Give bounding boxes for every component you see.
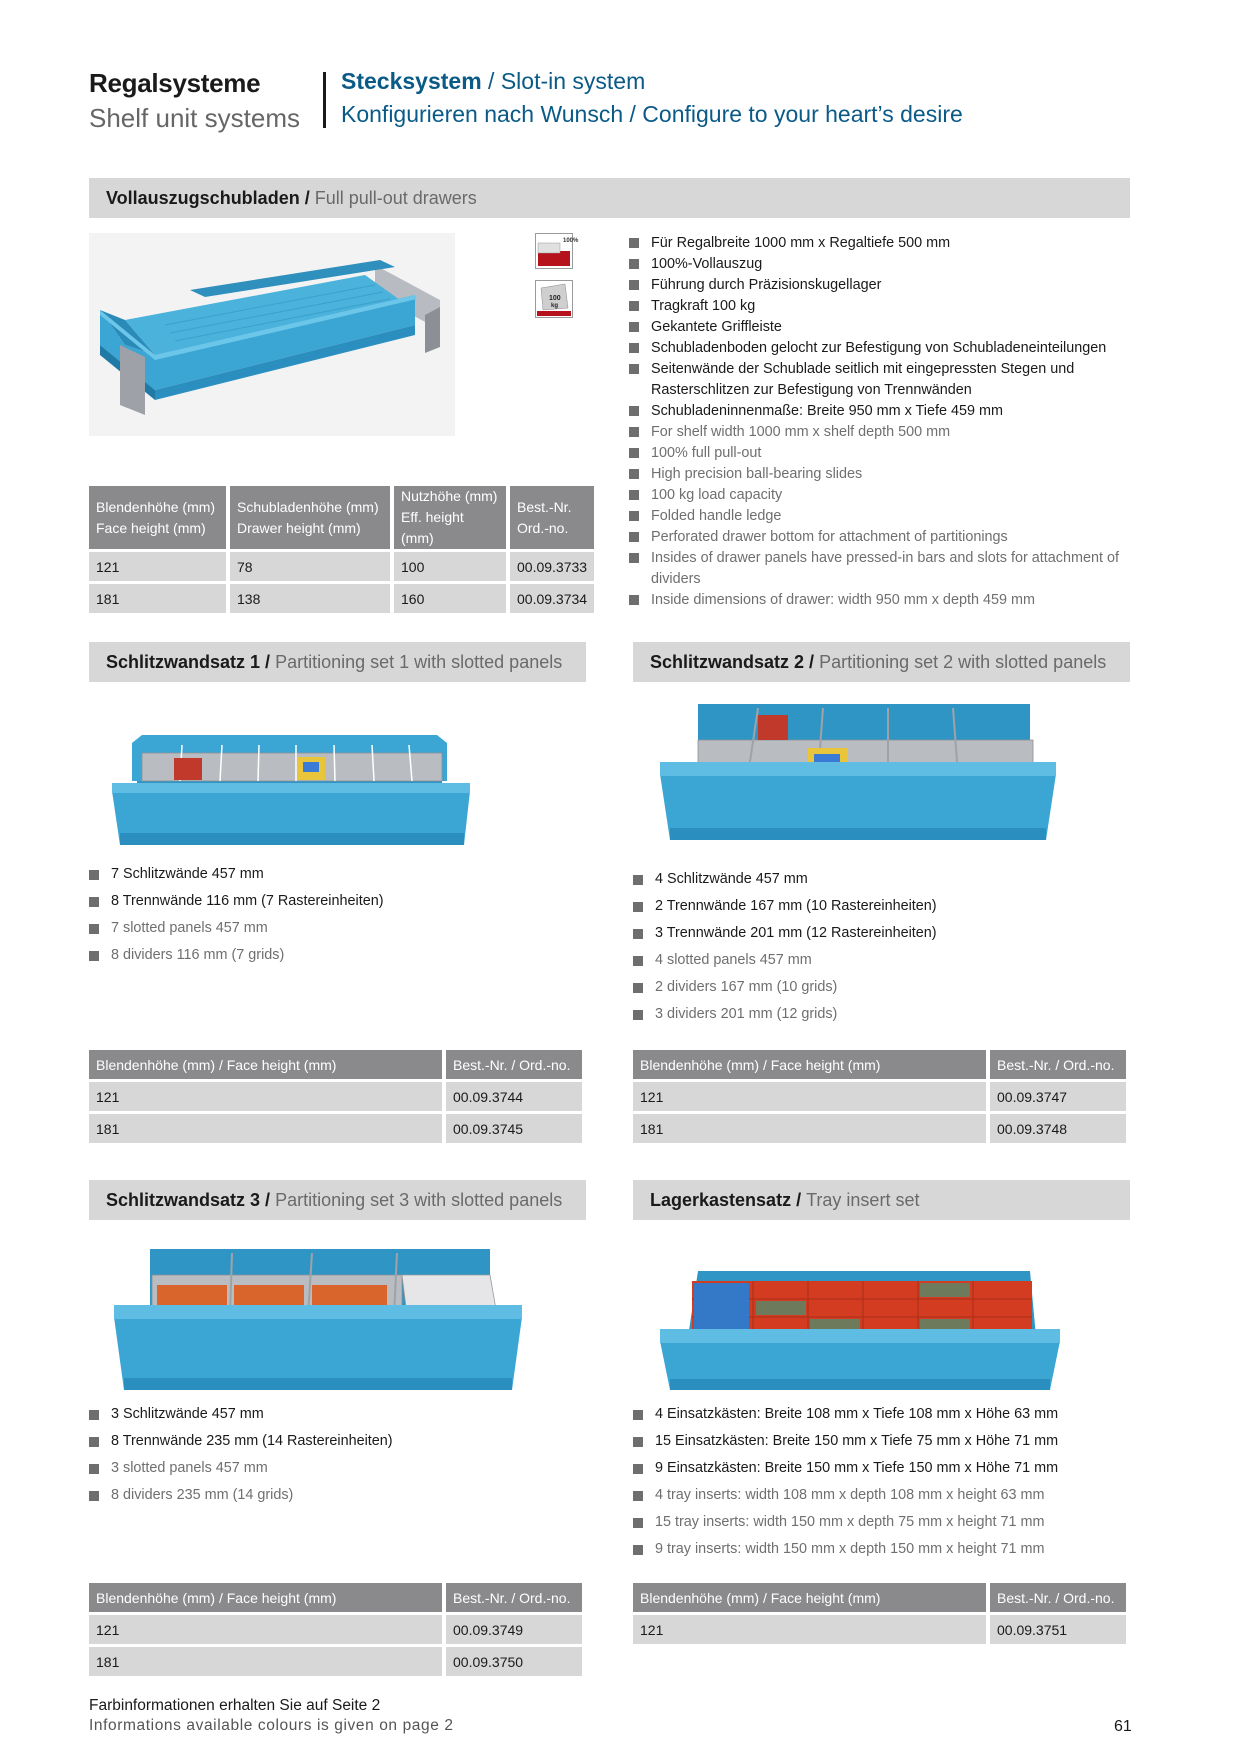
table-cell: 00.09.3734: [510, 584, 594, 613]
drawer-spec-table: [85, 483, 598, 616]
list-item: 9 Einsatzkästen: Breite 150 mm x Tiefe 150 mm x Höhe 71 mm: [633, 1455, 1138, 1482]
table-cell: 00.09.3733: [510, 552, 594, 581]
header-de: Best.-Nr.: [517, 498, 572, 515]
list-item: 7 Schlitzwände 457 mm: [89, 861, 586, 888]
list-item: 8 dividers 116 mm (7 grids): [89, 942, 586, 969]
list-item: 4 Schlitzwände 457 mm: [633, 866, 1130, 893]
table-header-row: [89, 1583, 582, 1612]
table-cell: 181: [89, 1647, 442, 1676]
page-footer: [89, 1697, 454, 1735]
section-title-sep: /: [260, 652, 276, 672]
header-en: Ord.-no.: [517, 519, 569, 536]
set1-drawer-image: [112, 733, 472, 845]
table-header-cell: Best.-Nr. / Ord.-no.: [446, 1583, 582, 1612]
table-header-cell: Best.-Nr. / Ord.-no.: [990, 1050, 1126, 1079]
set2-spec-table: [629, 1047, 1130, 1146]
table-cell: 00.09.3745: [446, 1114, 582, 1143]
footer-note-de: Farbinformationen erhalten Sie auf Seite 2: [89, 1697, 381, 1714]
section-title: Schlitzwandsatz 3: [106, 1190, 261, 1210]
list-item: Schubladeninnenmaße: Breite 950 mm x Tiefe 459 mm: [629, 401, 1134, 422]
list-item: 15 Einsatzkästen: Breite 150 mm x Tiefe 75 mm x Höhe 71 mm: [633, 1428, 1138, 1455]
table-row: [633, 1615, 1126, 1644]
table-cell: 00.09.3749: [446, 1615, 582, 1644]
table-header-row: [633, 1050, 1126, 1079]
table-header-cell: Blendenhöhe (mm) / Face height (mm): [89, 1583, 442, 1612]
footer-note-en: Informations available colours is given on page 2: [89, 1717, 454, 1734]
load-100kg-icon: [535, 280, 573, 318]
list-item: Insides of drawer panels have pressed-in bars and slots for attachment of dividers: [629, 548, 1134, 590]
pullout-100-icon: [535, 233, 579, 269]
tray-feature-list: [633, 1401, 1138, 1563]
set2-feature-list: [633, 866, 1130, 1028]
list-item: Schubladenboden gelocht zur Befestigung von Schubladeneinteilungen: [629, 338, 1134, 359]
set2-drawer-image: [658, 700, 1058, 840]
list-item: For shelf width 1000 mm x shelf depth 500 mm: [629, 422, 1134, 443]
section-title: Schlitzwandsatz 1: [106, 652, 261, 672]
list-item: Für Regalbreite 1000 mm x Regaltiefe 500 mm: [629, 233, 1134, 254]
system-title-bold: Stecksystem: [341, 68, 482, 94]
list-item: 2 Trennwände 167 mm (10 Rastereinheiten): [633, 893, 1130, 920]
set1-feature-list: [89, 861, 586, 969]
page-header-left: [89, 68, 300, 134]
section-subtitle: Partitioning set 1 with slotted panels: [275, 652, 563, 672]
table-cell: 121: [633, 1082, 986, 1111]
table-header-cell: Blendenhöhe (mm) / Face height (mm): [633, 1583, 986, 1612]
drawer-feature-list: [629, 233, 1134, 611]
list-item: 8 dividers 235 mm (14 grids): [89, 1482, 586, 1509]
system-subtitle: Konfigurieren nach Wunsch / Configure to your heart’s desire: [341, 101, 963, 127]
table-header-row: [89, 486, 594, 549]
table-cell: 138: [230, 584, 390, 613]
section-subtitle: Partitioning set 3 with slotted panels: [275, 1190, 563, 1210]
set3-feature-list: [89, 1401, 586, 1509]
header-en: Drawer height (mm): [237, 519, 361, 536]
list-item: 15 tray inserts: width 150 mm x depth 75 mm x height 71 mm: [633, 1509, 1138, 1536]
table-row: [89, 1647, 582, 1676]
set3-drawer-image: [112, 1245, 524, 1390]
table-header-row: [89, 1050, 582, 1079]
section-title: Lagerkastensatz: [650, 1190, 792, 1210]
list-item: 100% full pull-out: [629, 443, 1134, 464]
table-cell: 181: [633, 1114, 986, 1143]
table-header-cell: [394, 486, 506, 549]
page-subtitle: Shelf unit systems: [89, 103, 300, 133]
table-header-cell: [510, 486, 594, 549]
tray-drawer-image: [658, 1267, 1062, 1390]
list-item: Gekantete Griffleiste: [629, 317, 1134, 338]
header-de: Nutzhöhe (mm): [401, 488, 498, 504]
list-item: 3 Trennwände 201 mm (12 Rastereinheiten): [633, 920, 1130, 947]
list-item: 4 tray inserts: width 108 mm x depth 108 mm x height 63 mm: [633, 1482, 1138, 1509]
section-title-sep: /: [804, 652, 820, 672]
list-item: 9 tray inserts: width 150 mm x depth 150 mm x height 71 mm: [633, 1536, 1138, 1563]
list-item: 3 slotted panels 457 mm: [89, 1455, 586, 1482]
table-cell: 121: [633, 1615, 986, 1644]
list-item: Tragkraft 100 kg: [629, 296, 1134, 317]
table-cell: 121: [89, 552, 226, 581]
header-de: Blendenhöhe (mm): [96, 498, 216, 515]
table-row: [89, 1615, 582, 1644]
table-header-cell: [230, 486, 390, 549]
page-title: Regalsysteme: [89, 68, 261, 98]
table-header-cell: [89, 486, 226, 549]
page-header-right: [341, 68, 963, 128]
system-title: [341, 68, 963, 95]
page-number: 61: [1114, 1718, 1132, 1735]
header-de: Schubladenhöhe (mm): [237, 498, 379, 515]
section-subtitle: Tray insert set: [806, 1190, 920, 1210]
table-cell: 121: [89, 1615, 442, 1644]
table-header-row: [633, 1583, 1126, 1612]
list-item: Seitenwände der Schublade seitlich mit eingepressten Stegen und Rasterschlitzen zur Befestigung von Trennwänden: [629, 359, 1134, 401]
section-title: Vollauszugschubladen: [106, 188, 300, 208]
list-item: Perforated drawer bottom for attachment of partitionings: [629, 527, 1134, 548]
list-item: 8 Trennwände 116 mm (7 Rastereinheiten): [89, 888, 586, 915]
header-divider: [323, 72, 326, 128]
system-title-rest: / Slot-in system: [481, 68, 646, 94]
list-item: 8 Trennwände 235 mm (14 Rastereinheiten): [89, 1428, 586, 1455]
header-en: Face height (mm): [96, 519, 206, 536]
table-cell: 00.09.3748: [990, 1114, 1126, 1143]
table-row: [89, 1114, 582, 1143]
svg-text:100%: 100%: [563, 238, 579, 244]
section-bar-drawers: [89, 178, 1130, 218]
section-title-sep: /: [260, 1190, 276, 1210]
list-item: 4 slotted panels 457 mm: [633, 947, 1130, 974]
table-header-cell: Blendenhöhe (mm) / Face height (mm): [89, 1050, 442, 1079]
list-item: 100 kg load capacity: [629, 485, 1134, 506]
list-item: 2 dividers 167 mm (10 grids): [633, 974, 1130, 1001]
table-cell: 00.09.3747: [990, 1082, 1126, 1111]
section-subtitle: Partitioning set 2 with slotted panels: [819, 652, 1107, 672]
table-cell: 181: [89, 584, 226, 613]
table-header-cell: Best.-Nr. / Ord.-no.: [990, 1583, 1126, 1612]
section-title-sep: /: [299, 188, 315, 208]
table-cell: 160: [394, 584, 506, 613]
table-header-cell: Blendenhöhe (mm) / Face height (mm): [633, 1050, 986, 1079]
section-subtitle: Full pull-out drawers: [314, 188, 477, 208]
table-row: [89, 552, 594, 581]
table-cell: 00.09.3750: [446, 1647, 582, 1676]
list-item: 3 dividers 201 mm (12 grids): [633, 1001, 1130, 1028]
table-row: [633, 1082, 1126, 1111]
list-item: 4 Einsatzkästen: Breite 108 mm x Tiefe 108 mm x Höhe 63 mm: [633, 1401, 1138, 1428]
table-row: [633, 1114, 1126, 1143]
list-item: 3 Schlitzwände 457 mm: [89, 1401, 586, 1428]
table-cell: 121: [89, 1082, 442, 1111]
table-cell: 78: [230, 552, 390, 581]
table-header-cell: Best.-Nr. / Ord.-no.: [446, 1050, 582, 1079]
table-cell: 181: [89, 1114, 442, 1143]
section-bar-set2: [633, 642, 1130, 682]
tray-spec-table: [629, 1580, 1130, 1647]
table-row: [89, 1082, 582, 1111]
svg-text:100: 100: [549, 295, 561, 302]
set3-spec-table: [85, 1580, 586, 1679]
table-cell: 00.09.3744: [446, 1082, 582, 1111]
section-bar-set1: [89, 642, 586, 682]
list-item: Führung durch Präzisionskugellager: [629, 275, 1134, 296]
section-bar-set3: [89, 1180, 586, 1220]
section-title-sep: /: [791, 1190, 807, 1210]
section-bar-tray: [633, 1180, 1130, 1220]
list-item: Folded handle ledge: [629, 506, 1134, 527]
svg-text:kg: kg: [551, 303, 559, 309]
header-en: Eff. height (mm): [401, 509, 464, 546]
list-item: High precision ball-bearing slides: [629, 464, 1134, 485]
list-item: 100%-Vollauszug: [629, 254, 1134, 275]
table-row: [89, 584, 594, 613]
list-item: 7 slotted panels 457 mm: [89, 915, 586, 942]
drawer-image: [95, 245, 455, 420]
section-title: Schlitzwandsatz 2: [650, 652, 805, 672]
list-item: Inside dimensions of drawer: width 950 mm x depth 459 mm: [629, 590, 1134, 611]
table-cell: 100: [394, 552, 506, 581]
set1-spec-table: [85, 1047, 586, 1146]
table-cell: 00.09.3751: [990, 1615, 1126, 1644]
